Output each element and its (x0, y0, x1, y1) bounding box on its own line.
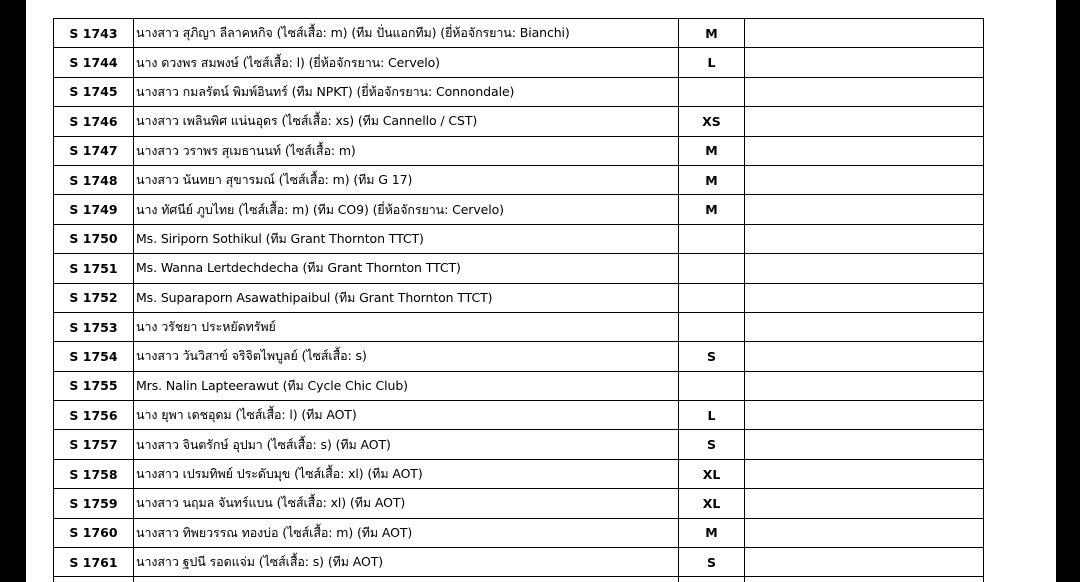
shirt-size-cell: M (679, 165, 745, 194)
note-cell (745, 77, 984, 106)
participant-name-cell: นางสาว สุภิญา ลีลาคหกิจ (ไซส์เสื้อ: m) (ทีม ปั่นแอกทีม) (ยี่ห้อจักรยาน: Bianchi) (134, 19, 679, 48)
note-cell (745, 342, 984, 371)
bib-number-cell: S 1747 (54, 136, 134, 165)
table-row (54, 77, 984, 106)
shirt-size-cell: XL (679, 459, 745, 488)
participant-name-cell: นางสาว จินตรักษ์ อุปมา (ไซส์เสื้อ: s) (ทีม AOT) (134, 430, 679, 459)
table-row (54, 401, 984, 430)
bib-number-cell: S 1753 (54, 312, 134, 341)
bib-number-cell: S 1750 (54, 224, 134, 253)
bib-number-cell: S 1748 (54, 165, 134, 194)
table-row (54, 577, 984, 582)
note-cell (745, 312, 984, 341)
table-row (54, 342, 984, 371)
shirt-size-cell (679, 77, 745, 106)
shirt-size-cell: M (679, 518, 745, 547)
bib-number-cell: S 1743 (54, 19, 134, 48)
participant-name-cell: นาง ดวงพร สมพงษ์ (ไซส์เสื้อ: l) (ยี่ห้อจักรยาน: Cervelo) (134, 48, 679, 77)
table-row (54, 459, 984, 488)
note-cell (745, 48, 984, 77)
note-cell (745, 107, 984, 136)
participant-name-cell: นาง ยุพา เดชอุดม (ไซส์เสื้อ: l) (ทีม AOT) (134, 401, 679, 430)
participant-table-body (54, 19, 984, 582)
participant-name-cell: นางสาว เปรมทิพย์ ประดับมุข (ไซส์เสื้อ: xl) (ทีม AOT) (134, 459, 679, 488)
participant-name-cell: นางสาว นฤมล จันทร์แบน (ไซส์เสื้อ: xl) (ทีม AOT) (134, 489, 679, 518)
note-cell (745, 224, 984, 253)
table-row (54, 371, 984, 400)
bib-number-cell: S 1756 (54, 401, 134, 430)
note-cell (745, 371, 984, 400)
shirt-size-cell (679, 577, 745, 582)
table-row (54, 254, 984, 283)
table-row (54, 489, 984, 518)
participant-name-cell (134, 577, 679, 582)
bib-number-cell: S 1749 (54, 195, 134, 224)
participant-name-cell: นางสาว วันวิสาข์ จริจิตไพบูลย์ (ไซส์เสื้อ: s) (134, 342, 679, 371)
table-row (54, 19, 984, 48)
table-row (54, 312, 984, 341)
participant-name-cell: Ms. Siriporn Sothikul (ทีม Grant Thornton TTCT) (134, 224, 679, 253)
table-row (54, 165, 984, 194)
shirt-size-cell: S (679, 548, 745, 577)
participant-name-cell: นางสาว วราพร สุเมธานนท์ (ไซส์เสื้อ: m) (134, 136, 679, 165)
note-cell (745, 195, 984, 224)
note-cell (745, 283, 984, 312)
shirt-size-cell (679, 371, 745, 400)
table-row (54, 107, 984, 136)
note-cell (745, 165, 984, 194)
bib-number-cell: S 1758 (54, 459, 134, 488)
table-row (54, 518, 984, 547)
bib-number-cell: S 1759 (54, 489, 134, 518)
note-cell (745, 19, 984, 48)
table-row (54, 136, 984, 165)
bib-number-cell: S 1751 (54, 254, 134, 283)
shirt-size-cell: S (679, 342, 745, 371)
table-row (54, 195, 984, 224)
note-cell (745, 577, 984, 582)
table-row (54, 548, 984, 577)
note-cell (745, 136, 984, 165)
participant-name-cell: นางสาว ทิพยวรรณ ทองบ่อ (ไซส์เสื้อ: m) (ทีม AOT) (134, 518, 679, 547)
shirt-size-cell: S (679, 430, 745, 459)
table-row (54, 283, 984, 312)
participant-name-cell: Mrs. Nalin Lapteerawut (ทีม Cycle Chic Club) (134, 371, 679, 400)
bib-number-cell: S 1760 (54, 518, 134, 547)
table-row (54, 48, 984, 77)
bib-number-cell: S 1745 (54, 77, 134, 106)
shirt-size-cell (679, 283, 745, 312)
bib-number-cell: S 1746 (54, 107, 134, 136)
note-cell (745, 489, 984, 518)
note-cell (745, 548, 984, 577)
note-cell (745, 459, 984, 488)
participant-name-cell: นางสาว กมลรัตน์ พิมพ์อินทร์ (ทีม NPKT) (ยี่ห้อจักรยาน: Connondale) (134, 77, 679, 106)
bib-number-cell: S 1757 (54, 430, 134, 459)
participant-name-cell: Ms. Suparaporn Asawathipaibul (ทีม Grant Thornton TTCT) (134, 283, 679, 312)
shirt-size-cell: L (679, 401, 745, 430)
note-cell (745, 430, 984, 459)
shirt-size-cell: M (679, 136, 745, 165)
note-cell (745, 254, 984, 283)
participant-table (53, 18, 984, 582)
table-row (54, 430, 984, 459)
bib-number-cell (54, 577, 134, 582)
document-page (26, 0, 1056, 582)
shirt-size-cell: L (679, 48, 745, 77)
participant-name-cell: นางสาว นันทยา สุขารมณ์ (ไซส์เสื้อ: m) (ทีม G 17) (134, 165, 679, 194)
bib-number-cell: S 1754 (54, 342, 134, 371)
shirt-size-cell: M (679, 19, 745, 48)
shirt-size-cell (679, 224, 745, 253)
participant-name-cell: นางสาว เพลินพิศ แน่นอุดร (ไซส์เสื้อ: xs) (ทีม Cannello / CST) (134, 107, 679, 136)
note-cell (745, 518, 984, 547)
bib-number-cell: S 1755 (54, 371, 134, 400)
participant-name-cell: Ms. Wanna Lertdechdecha (ทีม Grant Thornton TTCT) (134, 254, 679, 283)
participant-name-cell: นาง ทัศนีย์ ภูบไทย (ไซส์เสื้อ: m) (ทีม CO9) (ยี่ห้อจักรยาน: Cervelo) (134, 195, 679, 224)
shirt-size-cell (679, 312, 745, 341)
shirt-size-cell: M (679, 195, 745, 224)
note-cell (745, 401, 984, 430)
shirt-size-cell: XL (679, 489, 745, 518)
table-row (54, 224, 984, 253)
bib-number-cell: S 1744 (54, 48, 134, 77)
shirt-size-cell: XS (679, 107, 745, 136)
participant-name-cell: นางสาว ฐปนี รอดแจ่ม (ไซส์เสื้อ: s) (ทีม AOT) (134, 548, 679, 577)
bib-number-cell: S 1752 (54, 283, 134, 312)
participant-name-cell: นาง วรัชยา ประหยัดทรัพย์ (134, 312, 679, 341)
shirt-size-cell (679, 254, 745, 283)
bib-number-cell: S 1761 (54, 548, 134, 577)
